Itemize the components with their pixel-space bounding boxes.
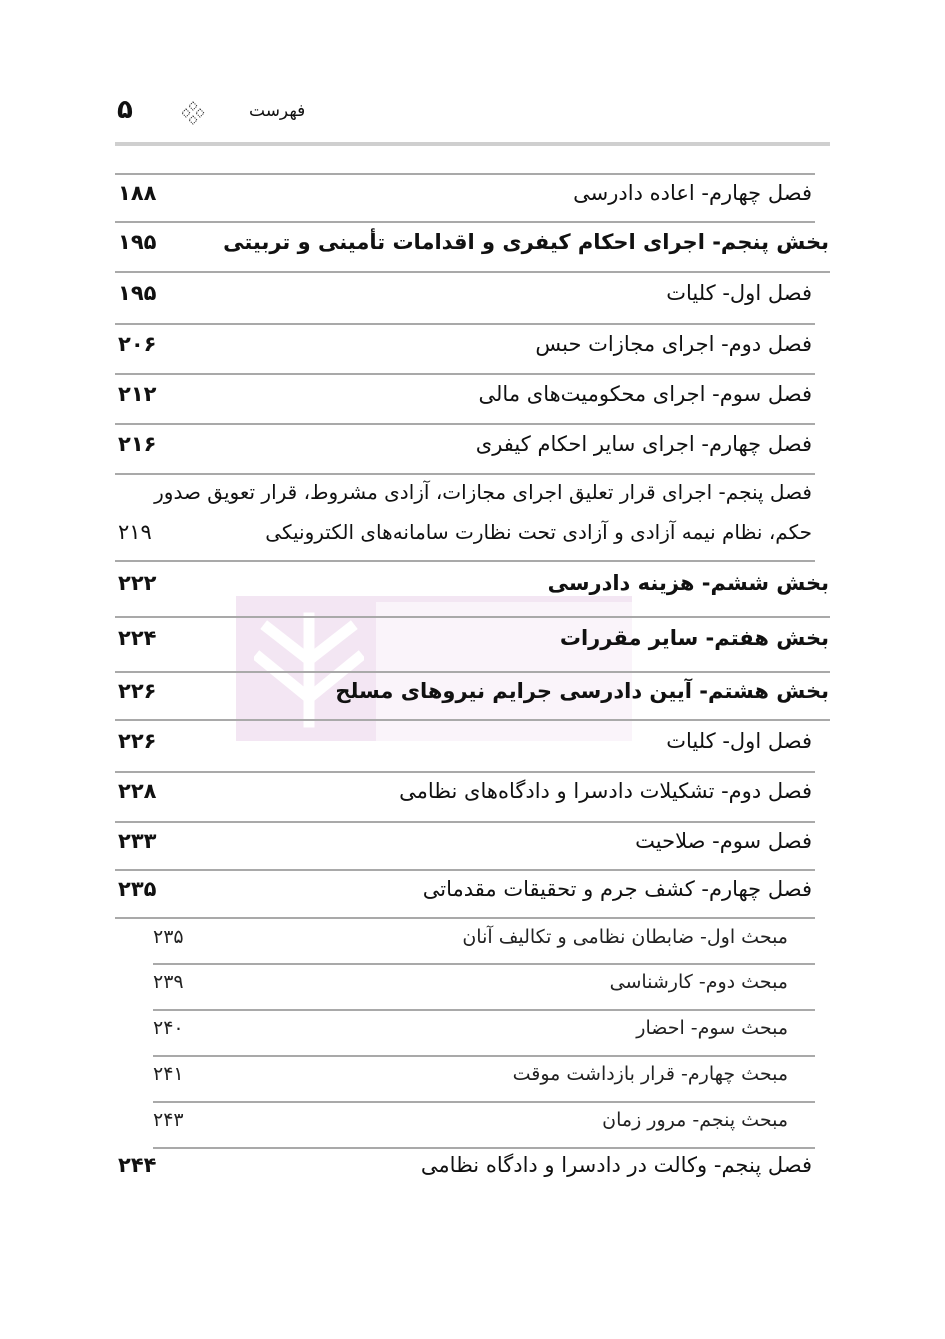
toc-entry-page: ۲۲۶ [118, 729, 157, 753]
toc-entry[interactable] [0, 173, 945, 221]
row-divider [153, 963, 815, 965]
toc-entry[interactable] [0, 719, 945, 771]
row-divider [153, 1055, 815, 1057]
toc-entry-title: فصل اول- کلیات [666, 729, 812, 753]
toc-entry[interactable] [0, 373, 945, 423]
toc-entry[interactable] [0, 616, 945, 671]
row-divider [115, 719, 830, 721]
toc-entry-title: بخش هفتم- سایر مقررات [559, 626, 829, 650]
toc-entry[interactable] [0, 771, 945, 821]
page-number: ۵ [117, 95, 133, 125]
header-title: فهرست [249, 101, 306, 121]
row-divider [153, 1009, 815, 1011]
toc-entry[interactable] [0, 1009, 945, 1055]
toc-entry-page: ۲۱۶ [118, 432, 157, 456]
toc-entry-page: ۲۲۶ [118, 679, 157, 703]
toc-entry-page: ۲۲۸ [118, 779, 157, 803]
toc-entry-title: فصل چهارم- اجرای سایر احکام کیفری [475, 432, 812, 456]
toc-entry-page: ۲۳۳ [118, 829, 157, 853]
row-divider [115, 221, 815, 223]
toc-entry-page: ۱۹۵ [118, 230, 157, 254]
toc-entry[interactable] [0, 1147, 945, 1195]
toc-entry-title: مبحث اول- ضابطان نظامی و تکالیف آنان [462, 926, 788, 948]
toc-entry-page: ۱۹۵ [118, 281, 157, 305]
toc-entry-page: ۲۴۳ [153, 1109, 184, 1131]
toc-entry[interactable] [0, 271, 945, 323]
toc-entry-page: ۲۱۲ [118, 382, 157, 406]
row-divider [115, 373, 815, 375]
row-divider [115, 323, 815, 325]
row-divider [115, 821, 815, 823]
row-divider [153, 1101, 815, 1103]
row-divider [153, 1147, 815, 1149]
toc-entry-title: فصل سوم- صلاحیت [635, 829, 812, 853]
toc-entry-page: ۲۴۰ [153, 1017, 184, 1039]
toc-entry[interactable] [0, 323, 945, 373]
toc-entry[interactable] [0, 869, 945, 917]
page-header [115, 95, 830, 135]
toc-entry-title: مبحث چهارم- قرار بازداشت موقت [512, 1063, 788, 1085]
toc-entry-title: فصل چهارم- کشف جرم و تحقیقات مقدماتی [422, 877, 812, 901]
toc-entry-page: ۲۴۴ [118, 1153, 157, 1177]
row-divider [115, 173, 815, 175]
toc-entry-title-line1: فصل پنجم- اجرای قرار تعلیق اجرای مجازات، آزادی مشروط، قرار تعویق صدور [154, 480, 812, 504]
toc-entry-page: ۲۳۵ [118, 877, 157, 901]
toc-entry-title-line2: حکم، نظام نیمه آزادی و آزادی تحت نظارت سامانه‌های الکترونیکی [265, 520, 812, 544]
toc-entry[interactable] [0, 1101, 945, 1147]
toc-entry[interactable] [0, 1055, 945, 1101]
toc-entry-title: بخش ششم- هزینه دادرسی [547, 571, 829, 595]
toc-entry-page: ۲۲۲ [118, 571, 157, 595]
row-divider [115, 560, 815, 562]
toc-entry[interactable] [0, 917, 945, 963]
toc-entry-title: مبحث سوم- احضار [636, 1017, 788, 1039]
toc-entry-page: ۱۸۸ [118, 181, 157, 205]
toc-entry[interactable] [0, 560, 945, 616]
toc-entry-page: ۲۴۱ [153, 1063, 184, 1085]
toc-entry-title: فصل پنجم- وکالت در دادسرا و دادگاه نظامی [420, 1153, 812, 1177]
toc-entry[interactable] [0, 963, 945, 1009]
toc-entry-title: فصل اول- کلیات [666, 281, 812, 305]
toc-entry[interactable] [0, 221, 945, 271]
row-divider [115, 616, 830, 618]
toc-entry[interactable] [0, 473, 945, 560]
row-divider [115, 423, 815, 425]
toc-entry[interactable] [0, 671, 945, 721]
toc-entry[interactable] [0, 821, 945, 869]
toc-entry-title: فصل دوم- تشکیلات دادسرا و دادگاه‌های نظامی [399, 779, 812, 803]
toc-entry-page: ۲۲۴ [118, 626, 157, 650]
row-divider [115, 271, 830, 273]
toc-entry-title: فصل سوم- اجرای محکومیت‌های مالی [478, 382, 812, 406]
row-divider [115, 771, 815, 773]
row-divider [115, 473, 815, 475]
row-divider [115, 671, 830, 673]
toc-entry-title: مبحث دوم- کارشناسی [609, 971, 788, 993]
row-divider [115, 917, 815, 919]
toc-entry-page: ۲۳۹ [153, 971, 184, 993]
toc-entry-title: فصل دوم- اجرای مجازات حبس [535, 332, 812, 356]
toc-entry-page: ۲۳۵ [153, 926, 184, 948]
toc-entry-title: بخش پنجم- اجرای احکام کیفری و اقدامات تأمینی و تربیتی [223, 230, 829, 254]
diamond-cluster-icon [181, 101, 205, 125]
toc-entry-title: فصل چهارم- اعاده دادرسی [573, 181, 812, 205]
toc-entry-page: ۲۱۹ [118, 520, 152, 544]
toc-entry-page: ۲۰۶ [118, 332, 157, 356]
header-divider [115, 142, 830, 146]
toc-entry-title: بخش هشتم- آیین دادرسی جرایم نیروهای مسلح [335, 679, 829, 703]
toc-entry[interactable] [0, 423, 945, 473]
row-divider [115, 869, 815, 871]
toc-entry-title: مبحث پنجم- مرور زمان [602, 1109, 788, 1131]
